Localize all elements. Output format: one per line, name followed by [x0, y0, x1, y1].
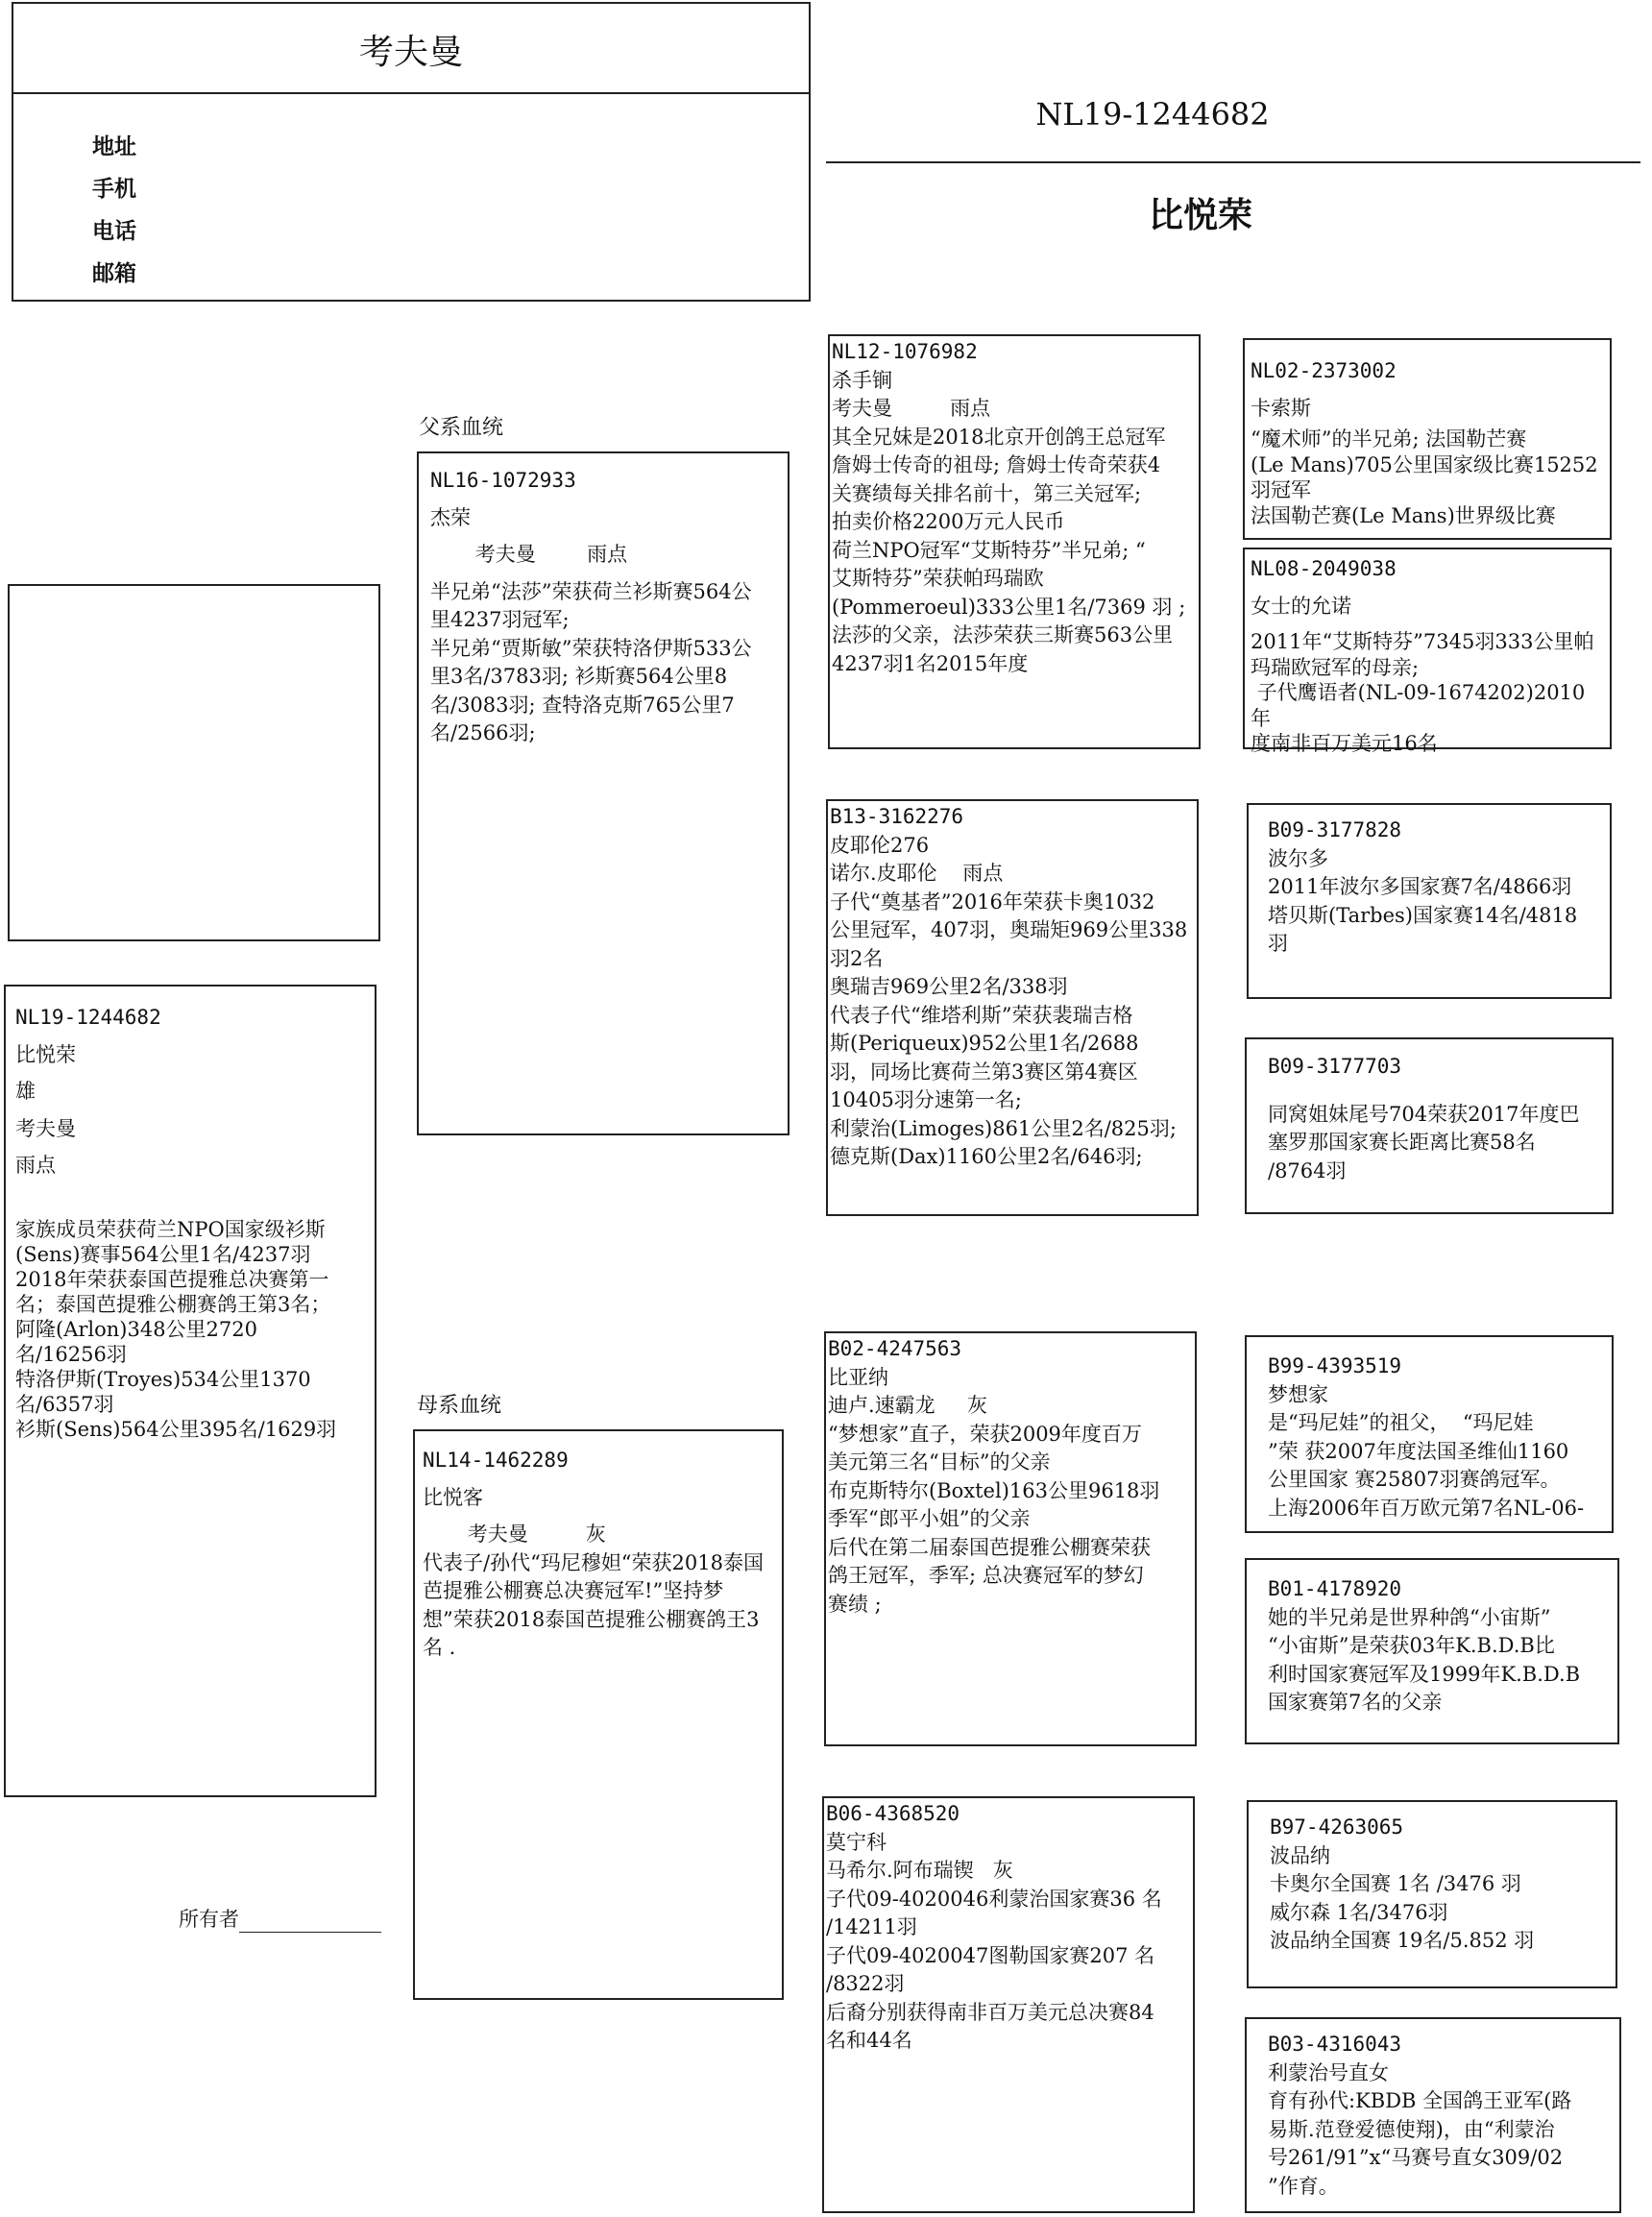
text-line: 易斯.范登爱德使翔)，由“利蒙治 — [1268, 2117, 1555, 2141]
text-line: 塞罗那国家赛长距离比赛58名 — [1268, 1131, 1536, 1154]
text-line: 2011年波尔多国家赛7名/4866羽 — [1268, 875, 1572, 898]
text-line: 玛瑞欧冠军的母亲; — [1251, 655, 1420, 679]
text-line: 2011年“艾斯特芬”7345羽333公里帕 — [1251, 630, 1594, 653]
text-line: 赛绩 ; — [828, 1592, 882, 1616]
mgm-ring: B06-4368520 — [826, 1802, 960, 1825]
pgmm-ring: B09-3177703 — [1268, 1055, 1402, 1078]
subject-breeder: 考夫曼 — [15, 1116, 76, 1140]
mgf-breeder-color: 迪卢.速霸龙 灰 — [828, 1394, 988, 1417]
text-line: /8764羽 — [1268, 1158, 1347, 1182]
text-line: 子代鹰语者(NL-09-1674202)2010年 — [1251, 681, 1586, 730]
text-line: 羽冠军 — [1251, 478, 1311, 501]
text-line: ”作育。 — [1268, 2174, 1339, 2198]
text-line: 塔贝斯(Tarbes)国家赛14名/4818 — [1268, 903, 1578, 927]
text-line: 里4237羽冠军; — [430, 608, 570, 631]
pggm-name: 女士的允诺 — [1251, 594, 1351, 618]
pgmf-ring: B09-3177828 — [1268, 818, 1402, 841]
text-line: 利时国家赛冠军及1999年K.B.D.B — [1268, 1662, 1581, 1686]
ring-number-title: NL19-1244682 — [1035, 96, 1270, 133]
text-line: 特洛伊斯(Troyes)534公里1370 — [15, 1367, 311, 1391]
mgmf-ring: B97-4263065 — [1270, 1815, 1404, 1839]
text-line: 10405羽分速第一名; — [830, 1088, 1022, 1111]
mgff-ring: B99-4393519 — [1268, 1354, 1402, 1377]
text-line: “魔术师”的半兄弟; 法国勒芒赛 — [1251, 427, 1527, 451]
text-line: 名 . — [423, 1636, 456, 1659]
father-breeder-color: 考夫曼 雨点 — [430, 543, 628, 566]
pgm-father-box — [1247, 803, 1612, 999]
text-line: /14211羽 — [826, 1915, 917, 1938]
text-line: 她的半兄弟是世界种鸽“小宙斯” — [1268, 1605, 1551, 1629]
text-line: 衫斯(Sens)564公里395名/1629羽 — [15, 1417, 337, 1441]
text-line: 名/3083羽; 查特洛克斯765公里7 — [430, 693, 735, 717]
text-line: /8322羽 — [826, 1972, 905, 1995]
paternal-great-grandmother-box — [1243, 548, 1612, 755]
text-line: 家族成员荣获荷兰NPO国家级衫斯 — [15, 1217, 326, 1241]
maternal-grandmother-box — [822, 1796, 1195, 2213]
loft-title-divider — [13, 92, 809, 94]
subject-sex: 雄 — [15, 1080, 36, 1103]
paternal-label: 父系血统 — [419, 416, 504, 440]
text-line: 名；泰国芭提雅公棚赛鸽王第3名； — [15, 1292, 331, 1316]
email-label: 邮箱 — [92, 261, 136, 286]
mgff-name: 梦想家 — [1268, 1382, 1328, 1406]
subject-name: 比悦荣 — [15, 1042, 76, 1066]
mother-name: 比悦客 — [423, 1485, 483, 1509]
pgf-breeder-color: 考夫曼 雨点 — [832, 397, 991, 420]
text-line: 关赛绩每关排名前十，第三关冠军; — [832, 481, 1142, 505]
text-line: 羽 — [1268, 932, 1288, 955]
text-line: 詹姆士传奇的祖母; 詹姆士传奇荣获4 — [832, 453, 1161, 476]
text-line: 德克斯(Dax)1160公里2名/646羽; — [830, 1145, 1143, 1168]
paternal-grandmother-box — [826, 799, 1199, 1216]
pgf-name: 杀手锏 — [832, 368, 892, 392]
father-box — [417, 451, 790, 1135]
text-line: 卡奥尔全国赛 1名 /3476 羽 — [1270, 1872, 1521, 1895]
owner-blank[interactable] — [239, 1911, 381, 1933]
text-line: 波品纳全国赛 19名/5.852 羽 — [1270, 1929, 1535, 1952]
text-line: (Sens)赛事564公里1名/4237羽 — [15, 1242, 311, 1266]
text-line: ”荣 获2007年度法国圣维仙1160 — [1268, 1439, 1569, 1463]
text-line: 子代09-4020047图勒国家赛207 名 — [826, 1943, 1155, 1967]
subject-box — [4, 985, 377, 1797]
text-line: 号261/91”x“马赛号直女309/02 — [1268, 2146, 1564, 2169]
title-divider — [826, 161, 1640, 163]
text-line: 里3名/3783羽; 衫斯赛564公里8 — [430, 665, 728, 688]
text-line: 代表子/孙代“玛尼穆妲“荣获2018泰国 — [423, 1550, 764, 1574]
father-name: 杰荣 — [430, 505, 471, 529]
text-line: 季军“郎平小姐”的父亲 — [828, 1507, 1031, 1530]
pgm-name: 皮耶伦276 — [830, 833, 930, 857]
pggf-name: 卡索斯 — [1251, 396, 1311, 420]
mgf-ring: B02-4247563 — [828, 1337, 962, 1360]
text-line: 美元第三名“目标”的父亲 — [828, 1450, 1051, 1474]
text-line: 想”荣获2018泰国芭提雅公棚赛鸽王3 — [423, 1607, 760, 1631]
mgm-mother-box — [1245, 2017, 1621, 2213]
text-line: 斯(Periqueux)952公里1名/2688 — [830, 1032, 1139, 1055]
maternal-label: 母系血统 — [417, 1394, 502, 1418]
text-line: 法国勒芒赛(Le Mans)世界级比赛 — [1251, 503, 1556, 527]
pggf-ring: NL02-2373002 — [1251, 359, 1397, 382]
text-line: 鸽王冠军，季军; 总决赛冠军的梦幻 — [828, 1564, 1144, 1587]
subject-ring: NL19-1244682 — [15, 1006, 161, 1029]
text-line: 羽，同场比赛荷兰第3赛区第4赛区 — [830, 1060, 1138, 1084]
text-line: 阿隆(Arlon)348公里2720 — [15, 1317, 257, 1341]
text-line: 名和44名 — [826, 2029, 912, 2052]
mgm-father-box — [1247, 1800, 1617, 1988]
mgf-mother-box — [1245, 1558, 1619, 1744]
text-line: 国家赛第7名的父亲 — [1268, 1691, 1443, 1714]
address-label: 地址 — [92, 134, 136, 159]
text-line: 威尔森 1名/3476羽 — [1270, 1900, 1448, 1924]
text-line: 法莎的父亲，法莎荣获三斯赛563公里 — [832, 623, 1174, 646]
mgf-name: 比亚纳 — [828, 1365, 888, 1389]
text-line: 4237羽1名2015年度 — [832, 651, 1029, 675]
mobile-label: 手机 — [92, 177, 136, 202]
text-line: (Le Mans)705公里国家级比赛15252 — [1251, 452, 1598, 476]
subject-color: 雨点 — [15, 1154, 56, 1177]
mother-ring: NL14-1462289 — [423, 1449, 569, 1472]
paternal-grandfather-box — [828, 334, 1201, 749]
mother-box — [413, 1429, 784, 2000]
text-line: “梦想家”直子，荣获2009年度百万 — [828, 1422, 1142, 1446]
pgm-breeder-color: 诺尔.皮耶伦 雨点 — [830, 862, 1004, 885]
text-line: 半兄弟“法莎”荣获荷兰衫斯赛564公 — [430, 579, 752, 603]
text-line: 芭提雅公棚赛总决赛冠军!”坚持梦 — [423, 1579, 724, 1602]
pggm-ring: NL08-2049038 — [1251, 557, 1397, 580]
mgfm-ring: B01-4178920 — [1268, 1577, 1402, 1600]
text-line: 羽2名 — [830, 946, 884, 970]
text-line: 子代09-4020046利蒙治国家赛36 名 — [826, 1887, 1162, 1911]
text-line: 代表子代“维塔利斯”荣获裴瑞吉格 — [830, 1003, 1133, 1027]
text-line: “小宙斯”是荣获03年K.B.D.B比 — [1268, 1634, 1555, 1657]
mgm-breeder-color: 马希尔.阿布瑞锲 灰 — [826, 1859, 1013, 1882]
text-line: 公里国家 赛25807羽赛鸽冠军。 — [1268, 1468, 1561, 1491]
phone-label: 电话 — [92, 219, 136, 244]
text-line: 是“玛尼娃”的祖父， “玛尼娃 — [1268, 1411, 1534, 1434]
paternal-great-grandfather-box — [1243, 338, 1612, 540]
text-line: 后裔分别获得南非百万美元总决赛84 — [826, 2000, 1154, 2024]
text-line: (Pommeroeul)333公里1名/7369 羽 ; — [832, 595, 1186, 619]
text-line: 育有孙代:KBDB 全国鸽王亚军(路 — [1268, 2089, 1572, 2112]
pgf-ring: NL12-1076982 — [832, 340, 978, 363]
pgmf-name: 波尔多 — [1268, 846, 1328, 870]
text-line: 半兄弟“贾斯敏”荣获特洛伊斯533公 — [430, 636, 752, 660]
text-line: 名/16256羽 — [15, 1342, 127, 1366]
text-line: 度南非百万美元16名 — [1251, 732, 1438, 755]
text-line: 名/2566羽; — [430, 721, 536, 744]
text-line: 2018年荣获泰国芭提雅总决赛第一 — [15, 1267, 329, 1291]
pigeon-name-title: 比悦荣 — [1148, 196, 1252, 235]
photo-frame — [8, 584, 380, 941]
text-line: 同窝姐妹尾号704荣获2017年度巴 — [1268, 1102, 1580, 1126]
father-ring: NL16-1072933 — [430, 469, 576, 492]
mgmf-name: 波品纳 — [1270, 1843, 1330, 1867]
text-line: 奥瑞吉969公里2名/338羽 — [830, 975, 1068, 998]
text-line: 布克斯特尔(Boxtel)163公里9618羽 — [828, 1478, 1160, 1502]
text-line: 子代“奠基者”2016年荣获卡奥1032 — [830, 889, 1155, 914]
mgm-name: 莫宁科 — [826, 1830, 887, 1854]
text-line: 上海2006年百万欧元第7名NL-06- — [1268, 1496, 1585, 1520]
text-line: 后代在第二届泰国芭提雅公棚赛荣获 — [828, 1535, 1151, 1559]
text-line: 艾斯特芬”荣获帕玛瑞欧 — [832, 567, 1044, 590]
mother-breeder-color: 考夫曼 灰 — [423, 1523, 606, 1546]
loft-header-box — [12, 2, 811, 302]
mgmm-name: 利蒙治号直女 — [1268, 2060, 1389, 2084]
owner-label: 所有者 — [179, 1908, 239, 1931]
text-line: 名/6357羽 — [15, 1392, 114, 1416]
pgm-ring: B13-3162276 — [830, 805, 964, 828]
text-line: 其全兄妹是2018北京开创鸽王总冠军 — [832, 425, 1166, 449]
text-line: 拍卖价格2200万元人民币 — [832, 510, 1065, 533]
text-line: 利蒙治(Limoges)861公里2名/825羽; — [830, 1116, 1177, 1140]
owner-line — [179, 1904, 381, 1933]
subject-description — [15, 1217, 365, 1442]
mgf-father-box — [1245, 1335, 1614, 1533]
maternal-grandfather-box — [824, 1331, 1197, 1746]
text-line: 公里冠军，407羽，奥瑞矩969公里338 — [830, 918, 1188, 941]
pgm-mother-box — [1245, 1037, 1614, 1214]
loft-name: 考夫曼 — [358, 33, 463, 72]
mgmm-ring: B03-4316043 — [1268, 2033, 1402, 2056]
text-line: 荷兰NPO冠军“艾斯特芬”半兄弟; “ — [832, 538, 1146, 562]
